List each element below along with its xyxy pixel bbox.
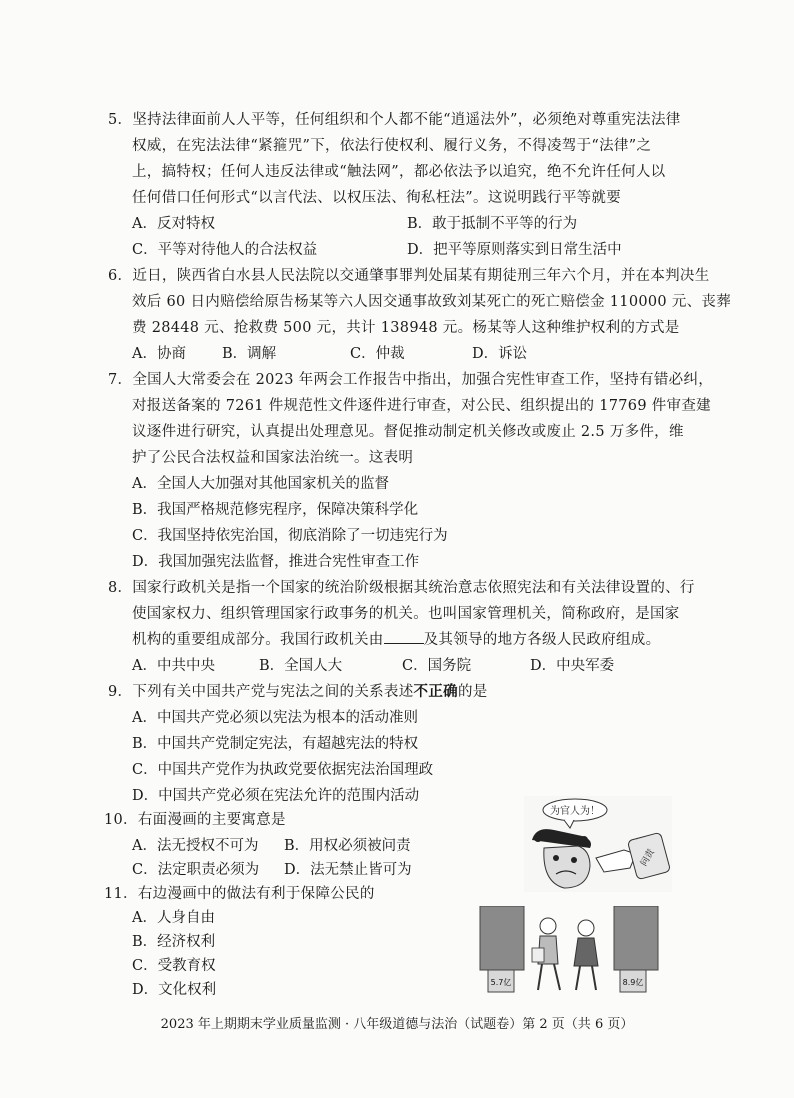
q7-option-d: D．我国加强宪法监督，推进合宪性审查工作 [132,554,420,570]
q6-option-c: C．仲裁 [350,346,405,362]
q10-cuff-label: 问责 [639,847,657,869]
q7-option-a: A．全国人大加强对其他国家机关的监督 [132,476,389,492]
q6-option-b: B．调解 [222,346,277,362]
q11-option-a: A．人身自由 [132,910,215,926]
q5-line-1: 5．坚持法律面前人人平等，任何组织和个人都不能“逍遥法外”，必须绝对尊重宪法法律 [108,112,681,128]
q5-line-2: 权威，在宪法法律“紧箍咒”下，依法行使权利、履行义务，不得凌驾于“法律”之 [132,138,652,154]
q11-right-sign: 8.9亿 [622,978,644,987]
q5-option-b: B．敢于抵制不平等的行为 [407,216,578,232]
q7-line-1: 7．全国人大常委会在 2023 年两会工作报告中指出，加强合宪性审查工作，坚持有错必纠， [108,372,714,388]
q9-option-c: C．中国共产党作为执政党要依据宪法治国理政 [132,762,434,778]
q9-stem [108,680,488,701]
q11-stem: 11．右边漫画中的做法有利于保障公民的 [104,886,375,902]
q10-option-c: C．法定职责必须为 [132,862,260,878]
q6-option-a: A．协商 [132,346,186,362]
q8-line-3 [132,628,660,649]
q7-option-c: C．我国坚持依宪治国，彻底消除了一切违宪行为 [132,528,448,544]
q6-line-3: 费 28448 元、抢救费 500 元，共计 138948 元。杨某等人这种维护权利的方式是 [132,320,680,336]
q8-line-2: 使国家权力、组织管理国家行政事务的机关。也叫国家管理机关，简称政府，是国家 [132,606,680,622]
q8-option-c: C．国务院 [402,658,472,674]
q5-line-4: 任何借口任何形式“以言代法、以权压法、徇私枉法”。这说明践行平等就要 [132,190,622,206]
q9-stem-before: 9．下列有关中国共产党与宪法之间的关系表述 [108,684,414,700]
q7-option-b: B．我国严格规范修宪程序，保障决策科学化 [132,502,419,518]
q9-stem-emphasis: 不正确 [413,683,458,700]
q6-line-2: 效后 60 日内赔偿给原告杨某等六人因交通事故致刘某死亡的死亡赔偿金 110000 元、丧葬 [132,294,732,310]
q10-option-a: A．法无授权不可为 [132,838,259,854]
page-footer: 2023 年上期期末学业质量监测 · 八年级道德与法治（试题卷）第 2 页（共 6 页） [160,1017,634,1032]
q5-option-a: A．反对特权 [132,216,215,232]
q10-option-d: D．法无禁止皆可为 [284,862,412,878]
q10-speech-text: 为官人为！ [550,806,600,817]
answer-blank [384,631,424,644]
q8-line-3-after: 及其领导的地方各级人民政府组成。 [423,632,661,648]
q8-line-3-before: 机构的重要组成部分。我国行政机关由 [132,632,384,648]
q5-option-c: C．平等对待他人的合法权益 [132,242,318,258]
q7-line-3: 议逐件进行研究，认真提出处理意见。督促推动制定机关修改或废止 2.5 万多件，维 [132,424,684,440]
q10-option-b: B．用权必须被问责 [284,838,411,854]
q11-option-b: B．经济权利 [132,934,216,950]
q9-option-a: A．中国共产党必须以宪法为根本的活动准则 [132,710,418,726]
q8-option-a: A．中共中央 [132,658,215,674]
q5-line-3: 上，搞特权；任何人违反法律或“触法网”，都必依法予以追究，绝不允许任何人以 [132,164,666,180]
q7-line-2: 对报送备案的 7261 件规范性文件逐件进行审查，对公民、组织提出的 17769 件审查建 [132,398,711,414]
q9-option-d: D．中国共产党必须在宪法允许的范围内活动 [132,788,420,804]
q11-option-c: C．受教育权 [132,958,216,974]
q11-option-d: D．文化权利 [132,982,217,998]
q5-option-d: D．把平等原则落实到日常生活中 [407,242,622,258]
q11-cartoon [474,906,662,998]
q11-left-sign: 5.7亿 [490,978,512,987]
q7-line-4: 护了公民合法权益和国家法治统一。这表明 [132,450,414,466]
q10-cartoon [524,796,672,892]
q9-option-b: B．中国共产党制定宪法，有超越宪法的特权 [132,736,419,752]
q6-option-d: D．诉讼 [472,346,528,362]
q10-stem: 10．右面漫画的主要寓意是 [104,812,286,828]
q6-line-1: 6．近日，陕西省白水县人民法院以交通肇事罪判处届某有期徒刑三年六个月，并在本判决生 [108,268,710,284]
q8-line-1: 8．国家行政机关是指一个国家的统治阶级根据其统治意志依照宪法和有关法律设置的、行 [108,580,695,596]
q9-stem-after: 的是 [457,684,488,700]
q8-option-d: D．中央军委 [530,658,615,674]
q8-option-b: B．全国人大 [259,658,343,674]
